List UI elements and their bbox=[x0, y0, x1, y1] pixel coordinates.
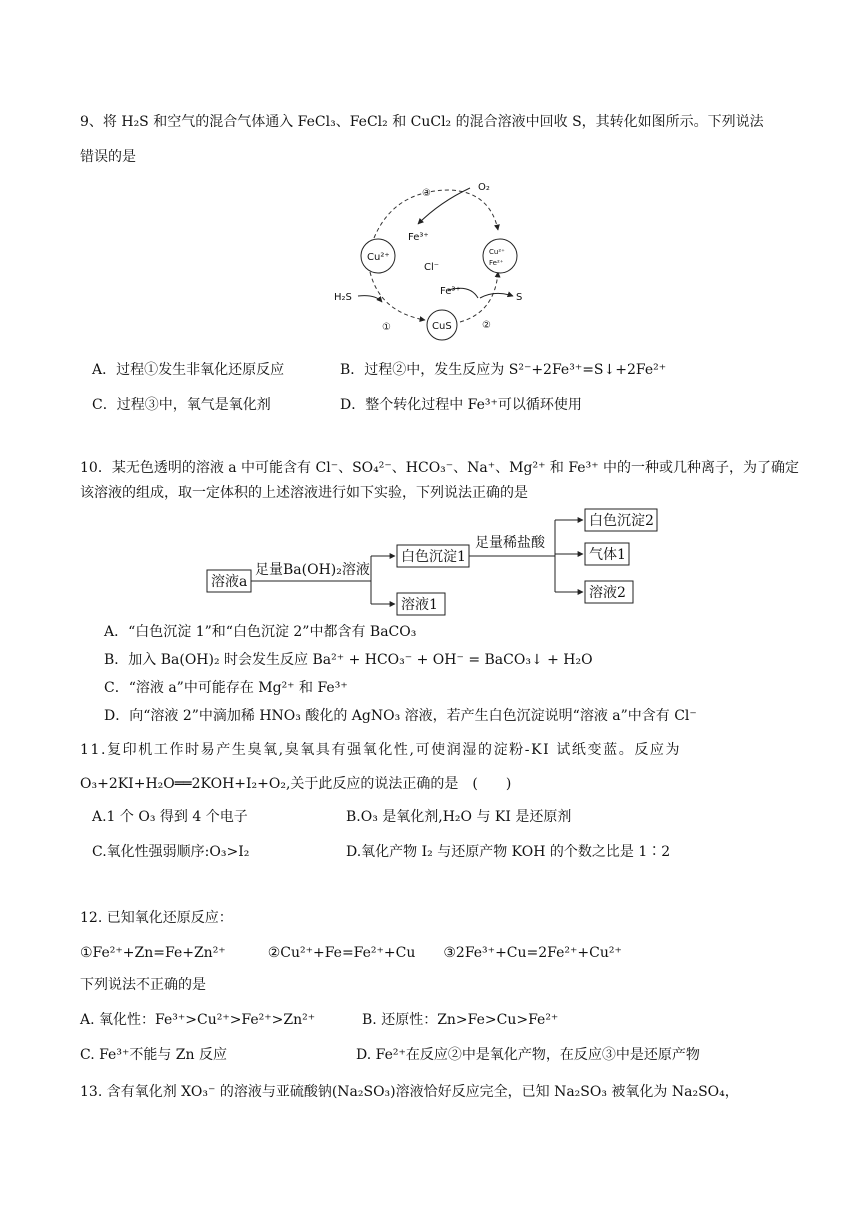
q9-cycle-arc-left bbox=[370, 272, 425, 320]
q10-label-reagent2: 足量稀盐酸 bbox=[475, 535, 545, 551]
q10-option-d: D．向“溶液 2”中滴加稀 HNO₃ 酸化的 AgNO₃ 溶液，若产生白色沉淀说明“溶液 a”中含有 Cl⁻ bbox=[104, 708, 697, 724]
q10-label-white-ppt1: 白色沉淀1 bbox=[401, 549, 466, 565]
q9-label-o2: O₂ bbox=[478, 182, 490, 193]
q10-flow-diagram bbox=[205, 506, 665, 618]
q12-ask: 下列说法不正确的是 bbox=[80, 977, 206, 993]
q10-label-reagent1: 足量Ba(OH)₂溶液 bbox=[255, 562, 370, 578]
q9-label-s: S bbox=[516, 292, 523, 303]
q12-option-c: C. Fe³⁺不能与 Zn 反应 bbox=[80, 1047, 227, 1063]
q11-option-a: A.1 个 O₃ 得到 4 个电子 bbox=[92, 809, 248, 825]
q11-stem-line1: 11.复印机工作时易产生臭氧,臭氧具有强氧化性,可使润湿的淀粉-KI 试纸变蓝。反应为 bbox=[80, 742, 682, 758]
q11-option-d: D.氧化产物 I₂ 与还原产物 KOH 的个数之比是 1∶2 bbox=[346, 844, 671, 860]
q9-label-cu2-right: Cu²⁺ bbox=[489, 248, 505, 256]
q11-option-c: C.氧化性强弱顺序:O₃>I₂ bbox=[92, 844, 250, 860]
q9-option-d: D．整个转化过程中 Fe³⁺可以循环使用 bbox=[340, 397, 582, 413]
q9-cycle-arc-top bbox=[374, 190, 498, 238]
q10-label-white-ppt2: 白色沉淀2 bbox=[589, 513, 654, 529]
q9-label-n1: ① bbox=[382, 322, 391, 333]
q9-label-fe2-right: Fe²⁺ bbox=[489, 259, 504, 267]
q9-option-b: B．过程②中，发生反应为 S²⁻+2Fe³⁺=S↓+2Fe²⁺ bbox=[340, 362, 667, 378]
q12-reactions: ①Fe²⁺+Zn=Fe+Zn²⁺ ②Cu²⁺+Fe=Fe²⁺+Cu ③2Fe³⁺+Cu=2Fe²⁺+Cu²⁺ bbox=[80, 945, 622, 961]
q9-cu-fe-circle bbox=[483, 239, 517, 273]
q10-label-solution2: 溶液2 bbox=[589, 585, 626, 601]
q10-option-a: A．“白色沉淀 1”和“白色沉淀 2”中都含有 BaCO₃ bbox=[104, 624, 417, 640]
q10-label-solution-a: 溶液a bbox=[211, 574, 248, 590]
q9-label-cl: Cl⁻ bbox=[424, 262, 440, 273]
q13-stem-line1: 13. 含有氧化剂 XO₃⁻ 的溶液与亚硫酸钠(Na₂SO₃)溶液恰好反应完全，已知 Na₂SO₃ 被氧化为 Na₂SO₄， bbox=[80, 1084, 739, 1100]
q9-label-n3: ③ bbox=[422, 188, 431, 199]
q12-option-d: D. Fe²⁺在反应②中是氧化产物，在反应③中是还原产物 bbox=[356, 1047, 700, 1063]
q10-option-b: B．加入 Ba(OH)₂ 时会发生反应 Ba²⁺ + HCO₃⁻ + OH⁻ = BaCO₃↓ + H₂O bbox=[104, 652, 593, 668]
q9-label-cus: CuS bbox=[432, 321, 452, 332]
q9-label-cu2: Cu²⁺ bbox=[367, 252, 390, 263]
q10-option-c: C．“溶液 a”中可能存在 Mg²⁺ 和 Fe³⁺ bbox=[104, 680, 348, 696]
q9-option-c: C．过程③中，氧气是氧化剂 bbox=[92, 397, 271, 413]
q10-label-solution1: 溶液1 bbox=[401, 597, 438, 613]
q9-stem-line2: 错误的是 bbox=[80, 149, 136, 165]
q9-label-fe3-bottom: Fe³⁺ bbox=[440, 286, 461, 297]
q10-label-gas1: 气体1 bbox=[589, 547, 626, 563]
q9-cycle-diagram bbox=[330, 172, 540, 342]
q11-option-b: B.O₃ 是氧化剂,H₂O 与 KI 是还原剂 bbox=[346, 809, 572, 825]
q9-label-n2: ② bbox=[482, 320, 491, 331]
q9-s-arrow bbox=[480, 293, 513, 298]
q12-option-a: A. 氧化性：Fe³⁺>Cu²⁺>Fe²⁺>Zn²⁺ bbox=[80, 1012, 316, 1028]
q12-option-b: B. 还原性：Zn>Fe>Cu>Fe²⁺ bbox=[362, 1012, 559, 1028]
q9-option-a: A．过程①发生非氧化还原反应 bbox=[92, 362, 285, 378]
q9-h2s-arrow bbox=[358, 296, 382, 302]
q9-stem-line1: 9、将 H₂S 和空气的混合气体通入 FeCl₃、FeCl₂ 和 CuCl₂ 的混合溶液中回收 S，其转化如图所示。下列说法 bbox=[80, 114, 764, 130]
q12-stem: 12. 已知氧化还原反应： bbox=[80, 910, 233, 926]
q10-stem-line1: 10．某无色透明的溶液 a 中可能含有 Cl⁻、SO₄²⁻、HCO₃⁻、Na⁺、Mg²⁺ 和 Fe³⁺ 中的一种或几种离子，为了确定 bbox=[80, 460, 800, 476]
q9-label-h2s: H₂S bbox=[334, 292, 352, 303]
q9-cycle-arc-right bbox=[460, 272, 498, 322]
q9-label-fe3-top: Fe³⁺ bbox=[408, 232, 429, 243]
q10-stem-line2: 该溶液的组成，取一定体积的上述溶液进行如下实验，下列说法正确的是 bbox=[80, 485, 528, 501]
q11-stem-line2: O₃+2KI+H₂O══2KOH+I₂+O₂,关于此反应的说法正确的是 ( ) bbox=[80, 776, 512, 792]
